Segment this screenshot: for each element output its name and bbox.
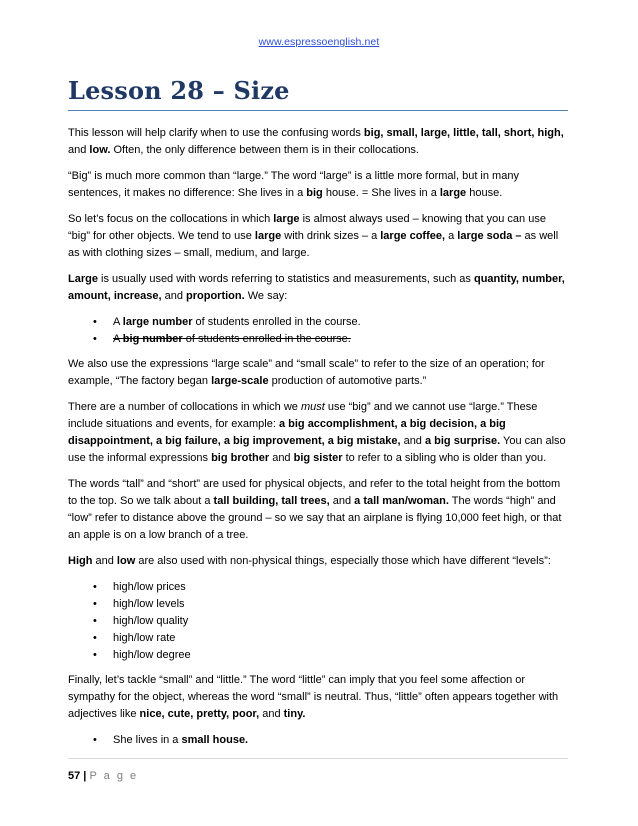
text-run: The words “tall” and “short” are used for physical objects, and refer to the total height from the bottom to the top. So we talk about a [68,478,561,507]
bold-run: big brother [211,452,270,464]
bold-run: small house. [181,734,249,746]
bold-run: a big accomplishment, a big decision, a big disappointment, a big failure, a big improvement, a big mistake, [68,418,506,447]
bold-run: a big surprise. [424,435,501,447]
bullet-icon: • [93,316,97,328]
text-run: is almost always used – knowing that you can use “big” for other objects. We tend to use [68,213,546,242]
text-run: So let’s focus on the collocations in which [68,213,274,225]
italic-run: must [300,401,325,413]
text-run: This lesson will help clarify when to use the confusing words [68,127,364,139]
paragraph-scale [68,356,568,390]
text-run: We say: [244,290,288,302]
text-run: You can also use the informal expressions [68,435,566,464]
page-number: 57 [68,770,81,782]
bold-run: a tall man/woman. [354,495,449,507]
bold-run: large number [122,316,193,328]
example-list [68,314,568,348]
text-run: and [92,555,117,567]
list-item [68,732,568,749]
text-run: high/low quality [113,615,189,627]
bold-run: big sister [293,452,343,464]
website-link[interactable]: www.espressoenglish.net [258,36,380,48]
bullet-icon: • [93,734,97,746]
lesson-body [68,125,568,757]
bold-run: tiny. [283,708,306,720]
bold-run: Large [68,273,98,285]
footer-separator: | [80,770,90,782]
bold-run: nice, cute, pretty, poor, [139,708,260,720]
footer-divider [68,758,568,759]
text-run: There are a number of collocations in which we [68,401,301,413]
bullet-icon: • [93,598,97,610]
list-item-struck [68,331,568,348]
list-item [68,613,568,630]
text-run: are also used with non-physical things, especially those which have different “levels”: [135,555,551,567]
bold-run: big, small, large, little, tall, short, high, [363,127,564,139]
text-run: Often, the only difference between them is in their collocations. [110,144,419,156]
bold-run: big number [122,333,183,345]
bullet-icon: • [93,581,97,593]
bold-run: low [116,555,136,567]
text-run: and [329,495,355,507]
bold-run: large [254,230,282,242]
text-run: of students enrolled in the course. [182,333,351,345]
text-run: and [269,452,294,464]
text-run: and [400,435,425,447]
bullet-icon: • [93,615,97,627]
bold-run: large [439,187,467,199]
text-run: high/low prices [113,581,186,593]
text-run: A [113,316,123,328]
text-run: of students enrolled in the course. [192,316,361,328]
lesson-title: Lesson 28 – Size [68,76,290,105]
bold-run: big [306,187,323,199]
text-run: high/low degree [113,649,191,661]
paragraph-large-collocations [68,211,568,262]
text-run: production of automotive parts.” [268,375,427,387]
text-run: and [68,144,90,156]
paragraph-big-vs-large [68,168,568,202]
text-run: use “big” and we cannot use “large.” These include situations and events, for example: [68,401,538,430]
list-item [68,596,568,613]
text-run: We also use the expressions “large scale” and “small scale” to refer to the size of an operation; for example, “The factory began [68,358,545,387]
bold-run: large-scale [211,375,269,387]
final-example-list [68,732,568,749]
text-run: She lives in a [113,734,182,746]
bold-run: High [68,555,93,567]
bullet-icon: • [93,649,97,661]
bold-run: large coffee, [380,230,446,242]
text-run: to refer to a sibling who is older than you. [342,452,547,464]
bullet-icon: • [93,632,97,644]
paragraph-small-little [68,672,568,723]
text-run: Finally, let’s tackle “small” and “little.” The word “little” can imply that you feel some affection or sympathy for the object, whereas the word “small” is neutral. Thus, “little” often appears together with adjectives like [68,674,559,720]
text-run: house. [466,187,503,199]
text-run: and [161,290,187,302]
page-label: P a g e [89,770,139,782]
bold-run: quantity, number, amount, increase, [68,273,565,302]
text-run: “Big” is much more common than “large.” The word “large” is a little more formal, but in many sentences, it makes no difference: She lives in a [68,170,519,199]
paragraph-statistics [68,271,568,305]
list-item [68,630,568,647]
text-run: and [259,708,284,720]
list-item [68,579,568,596]
list-item [68,314,568,331]
bold-run: large soda – [457,230,522,242]
paragraph-must-use-big [68,399,568,467]
text-run: a [445,230,458,242]
text-run: A [113,333,123,345]
text-run: is usually used with words referring to statistics and measurements, such as [97,273,474,285]
title-divider [68,110,568,111]
text-run: high/low levels [113,598,185,610]
bold-run: proportion. [186,290,245,302]
text-run: high/low rate [113,632,176,644]
page-footer [68,770,138,782]
bold-run: large [273,213,300,225]
text-run: house. = She lives in a [322,187,440,199]
levels-list [68,579,568,664]
text-run: as well as with clothing sizes – small, medium, and large. [68,230,559,259]
list-item [68,647,568,664]
paragraph-high-low [68,553,568,570]
bold-run: low. [89,144,111,156]
paragraph-intro [68,125,568,159]
text-run: with drink sizes – a [281,230,381,242]
text-run: The words “high” and “low” refer to distance above the ground – so we say that an airplane is flying 10,000 feet high, or that an apple is on a low branch of a tree. [68,495,562,541]
paragraph-tall-short [68,476,568,544]
bold-run: tall building, tall trees, [213,495,330,507]
bullet-icon: • [93,333,97,345]
